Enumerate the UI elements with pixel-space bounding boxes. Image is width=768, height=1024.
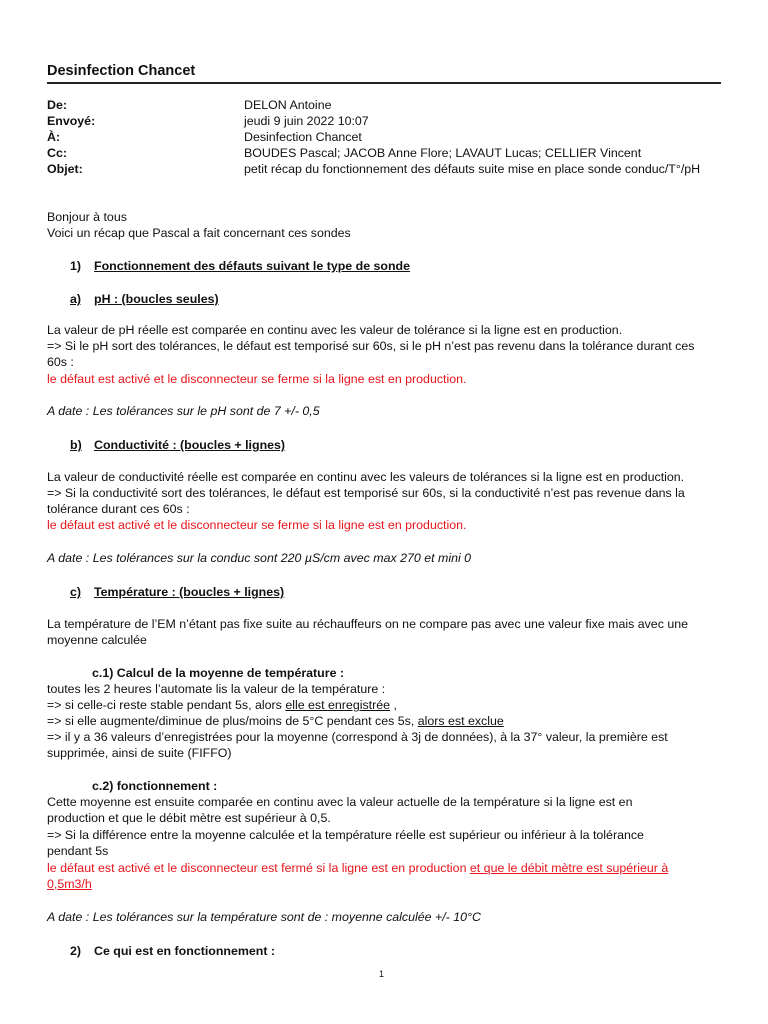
c1-line3-underlined: alors est exclue [417, 714, 504, 728]
c1-line2-underlined: elle est enregistrée [285, 698, 391, 712]
c1-line3 [47, 713, 504, 729]
section-a-title: pH : (boucles seules) [94, 292, 219, 306]
envoye-value: jeudi 9 juin 2022 10:07 [244, 114, 369, 128]
objet-value: petit récap du fonctionnement des défauts suite mise en place sonde conduc/T°/pH [244, 162, 701, 176]
section-c-title: Température : (boucles + lignes) [94, 585, 285, 599]
a-value: Desinfection Chancet [244, 130, 362, 144]
c1-line2-end: , [390, 698, 397, 712]
c1-line5: supprimée, ainsi de suite (FIFFO) [47, 746, 232, 760]
section-b-line2: => Si la conductivité sort des tolérances, le défaut est temporisé sur 60s, si la conductivité n’est pas revenue dans la [47, 486, 685, 500]
c1-line3-start: => si elle augmente/diminue de plus/moins de 5°C pendant ces 5s, [47, 714, 418, 728]
section-b-line1: La valeur de conductivité réelle est comparée en continu avec les valeurs de tolérances si la ligne est en production. [47, 470, 685, 484]
section-c-note: A date : Les tolérances sur la température sont de : moyenne calculée +/- 10°C [47, 910, 481, 924]
section-c-line2: moyenne calculée [47, 633, 147, 647]
c1-line1: toutes les 2 heures l’automate lis la valeur de la température : [47, 682, 386, 696]
c2-red-line1 [47, 860, 668, 876]
c2-red-underlined: et que le débit mètre est supérieur à [469, 861, 669, 875]
c1-title: c.1) Calcul de la moyenne de température : [92, 666, 345, 680]
c1-line2-start: => si celle-ci reste stable pendant 5s, alors [47, 698, 286, 712]
c2-red-line2: 0,5m3/h [47, 877, 92, 891]
section-b-line3: tolérance durant ces 60s : [47, 502, 190, 516]
section-c-letter: c) [70, 585, 82, 599]
c2-red-start: le défaut est activé et le disconnecteur est fermé si la ligne est en production [47, 861, 470, 875]
section-a-red-text: le défaut est activé et le disconnecteur se ferme si la ligne est en production. [47, 372, 467, 386]
section-a-letter: a) [70, 292, 82, 306]
c2-line4: pendant 5s [47, 844, 109, 858]
cc-value: BOUDES Pascal; JACOB Anne Flore; LAVAUT Lucas; CELLIER Vincent [244, 146, 642, 160]
cc-label: Cc: [47, 146, 67, 160]
c1-line4: => il y a 36 valeurs d’enregistrées pour la moyenne (correspond à 3j de données), à la 37° valeur, la première est [47, 730, 668, 744]
section-c-line1: La température de l’EM n’étant pas fixe suite au réchauffeurs on ne compare pas avec une valeur fixe mais avec une [47, 617, 689, 631]
section-a-line2: => Si le pH sort des tolérances, le défaut est temporisé sur 60s, si le pH n’est pas revenu dans la tolérance durant ces [47, 339, 695, 353]
section-b-title: Conductivité : (boucles + lignes) [94, 438, 286, 452]
section1-title: Fonctionnement des défauts suivant le type de sonde [94, 259, 411, 273]
envoye-label: Envoyé: [47, 114, 96, 128]
c2-title: c.2) fonctionnement : [92, 779, 218, 793]
de-label: De: [47, 98, 67, 112]
section-a-note: A date : Les tolérances sur le pH sont de 7 +/- 0,5 [47, 404, 320, 418]
c1-line2 [47, 697, 397, 713]
section1-number: 1) [70, 259, 82, 273]
title-divider [47, 82, 721, 84]
section2-title: Ce qui est en fonctionnement : [94, 944, 276, 958]
section-b-note: A date : Les tolérances sur la conduc sont 220 µS/cm avec max 270 et mini 0 [47, 551, 472, 565]
intro: Voici un récap que Pascal a fait concernant ces sondes [47, 226, 351, 240]
section2-number: 2) [70, 944, 82, 958]
a-label: À: [47, 130, 61, 144]
section-a-line1: La valeur de pH réelle est comparée en continu avec les valeur de tolérance si la ligne est en production. [47, 323, 623, 337]
section-b-red-text: le défaut est activé et le disconnecteur se ferme si la ligne est en production. [47, 518, 467, 532]
section-a-line3: 60s : [47, 355, 74, 369]
section-b-letter: b) [70, 438, 82, 452]
objet-label: Objet: [47, 162, 83, 176]
greeting: Bonjour à tous [47, 210, 127, 224]
c2-line1: Cette moyenne est ensuite comparée en continu avec la valeur actuelle de la température si la ligne est en [47, 795, 633, 809]
de-value: DELON Antoine [244, 98, 332, 112]
c2-line3: => Si la différence entre la moyenne calculée et la température réelle est supérieur ou inférieur à la tolérance [47, 828, 644, 842]
document-title: Desinfection Chancet [47, 63, 196, 79]
c2-line2: production et que le débit mètre est supérieur à 0,5. [47, 811, 331, 825]
page-number: 1 [379, 969, 385, 979]
